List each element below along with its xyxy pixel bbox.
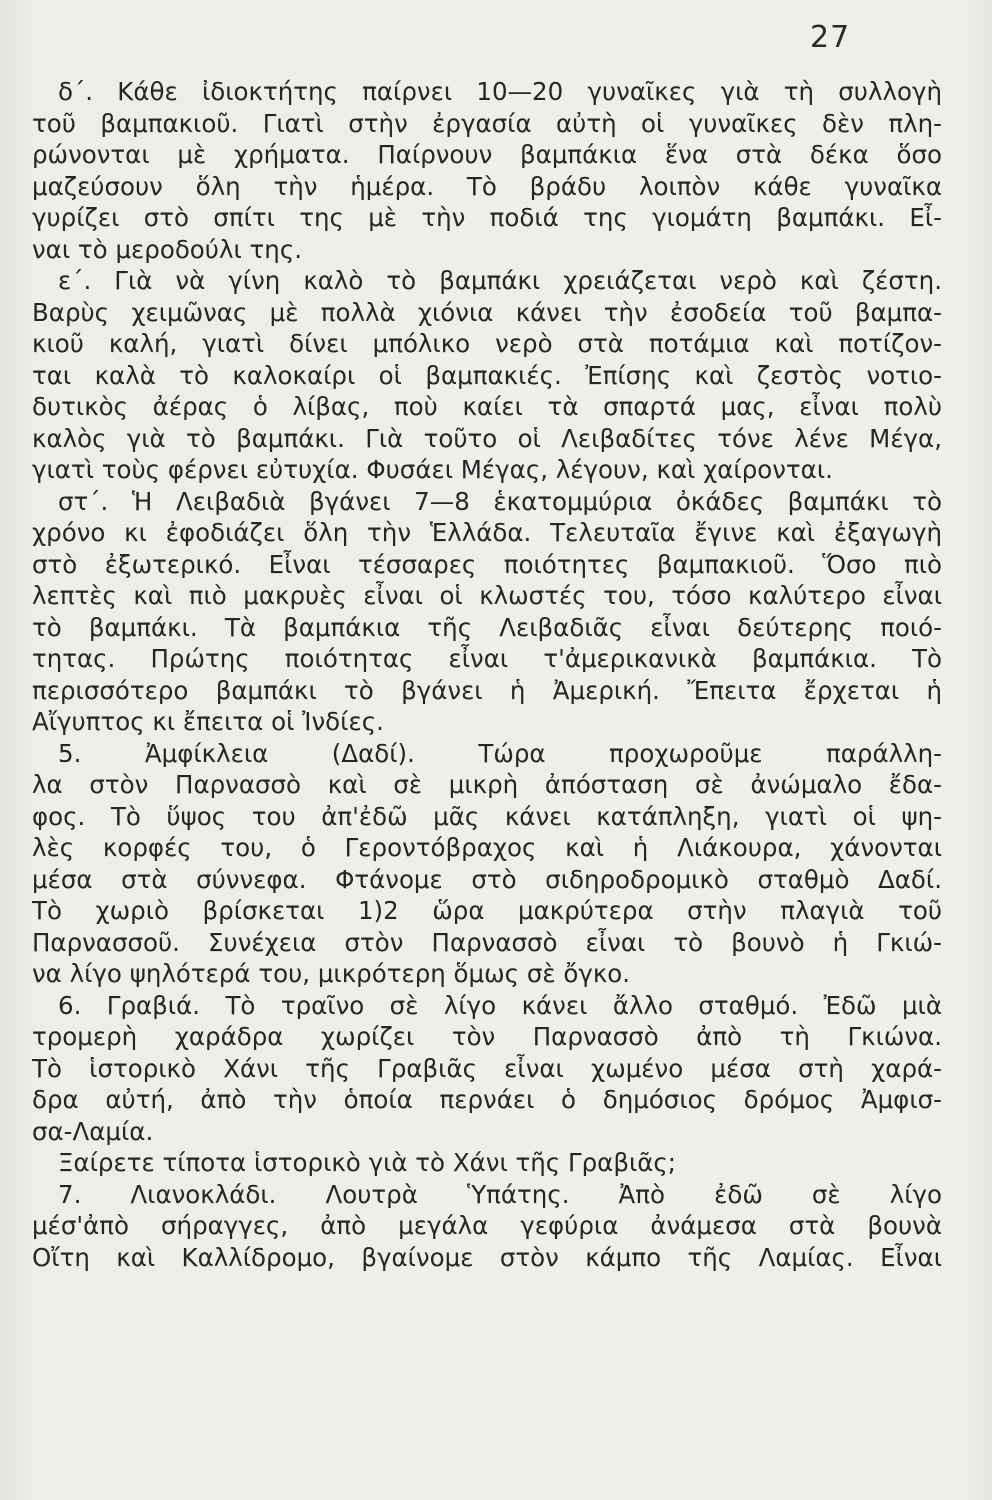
text-line: σα-Λαμία.	[32, 1116, 154, 1146]
text-line: λὲς κορφές του, ὁ Γεροντόβραχος καὶ ἡ Λιάκουρα, χάνονται	[32, 833, 942, 862]
text-line: λα στὸν Παρνασσὸ καὶ σὲ μικρὴ ἀπόσταση σὲ ἀνώμαλο ἔδα-	[32, 770, 942, 799]
text-line: δρα αὐτή, ἀπὸ τὴν ὁποία περνάει ὁ δημόσιος δρόμος Ἀμφισ-	[32, 1085, 942, 1114]
text-line: Τὸ ἱστορικὸ Χάνι τῆς Γραβιᾶς εἶναι χωμένο μέσα στὴ χαρά-	[32, 1053, 942, 1083]
text-line: τητας. Πρώτης ποιότητας εἶναι τ'ἀμερικανικὰ βαμπάκια. Τὸ	[32, 644, 942, 673]
text-line: δ΄. Κάθε ἰδιοκτήτης παίρνει 10—20 γυναῖκες γιὰ τὴ συλλογὴ	[58, 77, 942, 106]
text-line: 6. Γραβιά. Τὸ τραῖνο σὲ λίγο κάνει ἄλλο σταθμό. Ἐδῶ μιὰ	[58, 990, 942, 1020]
text-line: 7. Λιανοκλάδι. Λουτρὰ Ὑπάτης. Ἀπὸ ἐδῶ σὲ λίγο	[58, 1179, 942, 1209]
text-line: Οἴτη καὶ Καλλίδρομο, βγαίνομε στὸν κάμπο τῆς Λαμίας. Εἶναι	[32, 1242, 942, 1272]
text-body	[32, 76, 942, 1273]
text-line: τὸ βαμπάκι. Τὰ βαμπάκια τῆς Λειβαδιᾶς εἶναι δεύτερης ποιό-	[32, 612, 942, 642]
text-line: ρώνονται μὲ χρήματα. Παίρνουν βαμπάκια ἕνα στὰ δέκα ὅσο	[32, 140, 942, 169]
text-line: γυρίζει στὸ σπίτι της μὲ τὴν ποδιά της γιομάτη βαμπάκι. Εἶ-	[32, 203, 942, 232]
text-line: ε΄. Γιὰ νὰ γίνη καλὸ τὸ βαμπάκι χρειάζεται νερὸ καὶ ζέστη.	[58, 266, 942, 295]
text-line: Παρνασσοῦ. Συνέχεια στὸν Παρνασσὸ εἶναι τὸ βουνὸ ἡ Γκιώ-	[32, 927, 942, 957]
text-line: στὸ ἐξωτερικό. Εἶναι τέσσαρες ποιότητες βαμπακιοῦ. Ὅσο πιὸ	[32, 549, 942, 579]
text-line: καλὸς γιὰ τὸ βαμπάκι. Γιὰ τοῦτο οἱ Λειβαδίτες τόνε λένε Μέγα,	[32, 423, 942, 453]
text-line: χρόνο κι ἐφοδιάζει ὅλη τὴν Ἑλλάδα. Τελευταῖα ἔγινε καὶ ἐξαγωγὴ	[32, 518, 942, 547]
text-line: Αἴγυπτος κι ἔπειτα οἱ Ἰνδίες.	[32, 707, 384, 736]
text-line: φος. Τὸ ὕψος του ἀπ'ἐδῶ μᾶς κάνει κατάπληξη, γιατὶ οἱ ψη-	[32, 801, 942, 831]
text-line: λεπτὲς καὶ πιὸ μακρυὲς εἶναι οἱ κλωστές του, τόσο καλύτερο εἶναι	[32, 581, 942, 610]
text-line: μαζεύσουν ὅλη τὴν ἡμέρα. Τὸ βράδυ λοιπὸν κάθε γυναῖκα	[32, 171, 942, 201]
text-line: γιατὶ τοὺς φέρνει εὐτυχία. Φυσάει Μέγας, λέγουν, καὶ χαίρονται.	[32, 455, 833, 484]
text-line: κιοῦ καλή, γιατὶ δίνει μπόλικο νερὸ στὰ ποτάμια καὶ ποτίζον-	[32, 329, 942, 358]
text-line: να λίγο ψηλότερά του, μικρότερη ὅμως σὲ ὄγκο.	[32, 959, 631, 988]
text-line: δυτικὸς ἀέρας ὁ λίβας, ποὺ καίει τὰ σπαρτά μας, εἶναι πολὺ	[32, 392, 942, 421]
text-line: τοῦ βαμπακιοῦ. Γιατὶ στὴν ἐργασία αὐτὴ οἱ γυναῖκες δὲν πλη-	[32, 108, 942, 138]
text-line: 5. Ἀμφίκλεια (Δαδί). Τώρα προχωροῦμε παράλλη-	[58, 738, 942, 768]
text-line: μέσ'ἀπὸ σήραγγες, ἀπὸ μεγάλα γεφύρια ἀνάμεσα στὰ βουνὰ	[32, 1211, 942, 1240]
text-line: στ΄. Ἡ Λειβαδιὰ βγάνει 7—8 ἑκατομμύρια ὀκάδες βαμπάκι τὸ	[58, 486, 942, 516]
text-line: μέσα στὰ σύννεφα. Φτάνομε στὸ σιδηροδρομικὸ σταθμὸ Δαδί.	[32, 864, 942, 894]
text-line: Βαρὺς χειμῶνας μὲ πολλὰ χιόνια κάνει τὴν ἐσοδεία τοῦ βαμπα-	[32, 297, 942, 327]
text-line: περισσότερο βαμπάκι τὸ βγάνει ἡ Ἀμερική. Ἔπειτα ἔρχεται ἡ	[32, 675, 942, 705]
text-line: Ξαίρετε τίποτα ἱστορικὸ γιὰ τὸ Χάνι τῆς Γραβιᾶς;	[58, 1148, 677, 1177]
text-line: ναι τὸ μεροδούλι της.	[32, 234, 302, 264]
text-line: ται καλὰ τὸ καλοκαίρι οἱ βαμπακιές. Ἐπίσης καὶ ζεστὸς νοτιο-	[32, 360, 942, 390]
text-line: Τὸ χωριὸ βρίσκεται 1)2 ὥρα μακρύτερα στὴν πλαγιὰ τοῦ	[32, 896, 942, 925]
text-line: τρομερὴ χαράδρα χωρίζει τὸν Παρνασσὸ ἀπὸ τὴ Γκιώνα.	[32, 1022, 942, 1051]
page-number: 27	[810, 20, 851, 55]
